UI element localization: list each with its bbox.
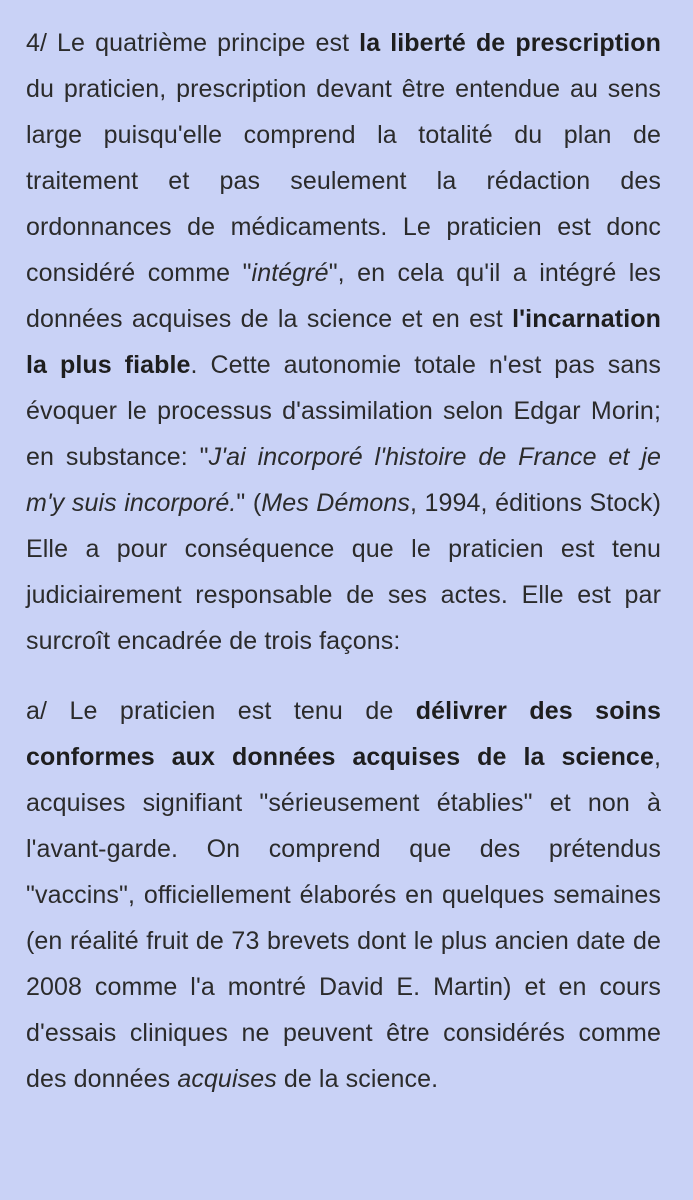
text-run: 4/ Le quatrième principe est: [26, 29, 360, 57]
book-title-italic: Mes Démons: [261, 489, 411, 517]
text-run: du praticien, prescription devant être entendue au sens large puisqu'elle comprend la totalité du plan de traitement et pas seulement la rédaction des ordonnances de médicaments. Le praticien est donc considéré comme ": [26, 75, 661, 287]
text-run: de la science.: [276, 1065, 439, 1093]
text-run: ", en cela qu'il a intégré les données acquises de la science et en est: [26, 259, 661, 333]
italic-text-run: intégré: [251, 259, 329, 287]
text-run: a/ Le praticien est tenu de: [26, 697, 416, 725]
quote-italic: J'ai incorporé l'histoire de France et je m'y suis incorporé.: [26, 443, 661, 517]
bold-text-run: délivrer des soins conformes aux données acquises de la science: [26, 697, 661, 771]
text-run: , acquises signifiant "sérieusement établies" et non à l'avant-garde. On comprend que des prétendus "vaccins", officiellement élaborés en quelques semaines (en réalité fruit de 73 brevets dont le plus ancien date de 2008 comme l'a montré David E. Martin) et en cours d'essais cliniques ne peuvent être considérés comme des données: [26, 743, 661, 1093]
text-run: " (: [236, 489, 262, 517]
text-run: . Cette autonomie totale n'est pas sans évoquer le processus d'assimilation selon Edgar Morin; en substance: ": [26, 351, 662, 471]
text-run: , 1994, éditions Stock) Elle a pour conséquence que le praticien est tenu judiciairement responsable de ses actes. Elle est par surcroît encadrée de trois façons:: [26, 489, 661, 655]
italic-text-run: acquises: [177, 1065, 277, 1093]
paragraph-fourth-principle: [26, 20, 661, 664]
bold-text-run: la liberté de prescription: [359, 29, 661, 57]
bold-text-run: l'incarnation la plus fiable: [26, 305, 661, 379]
paragraph-point-a: [26, 688, 661, 1102]
